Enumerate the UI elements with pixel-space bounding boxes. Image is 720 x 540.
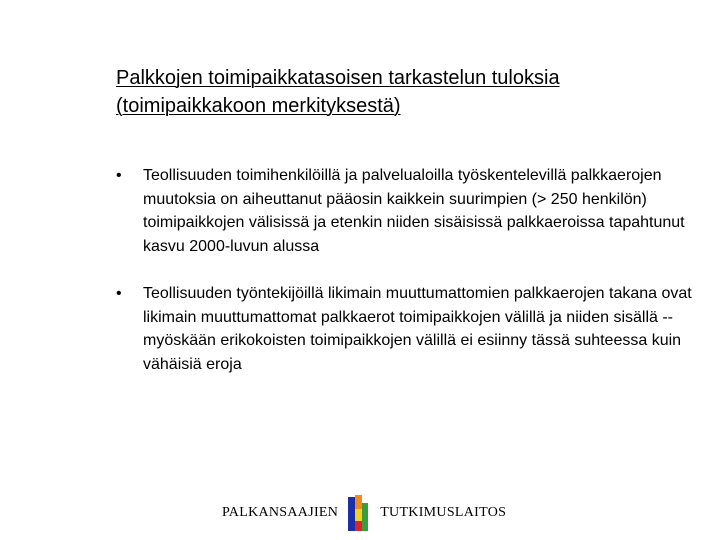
slide-title	[116, 64, 696, 120]
bullet-item	[116, 282, 696, 376]
bullet-item	[116, 164, 696, 258]
bullet-marker: •	[116, 167, 122, 184]
footer-right-text: TUTKIMUSLAITOS	[380, 505, 507, 520]
footer-brand	[222, 493, 506, 533]
bullet-marker: •	[116, 285, 122, 302]
brand-logo-icon	[348, 495, 370, 531]
logo-bar-green	[362, 503, 368, 531]
logo-bar-blue	[348, 497, 355, 531]
bullet-list	[116, 164, 696, 400]
logo-bar-yellow	[355, 509, 362, 521]
bullet-text: Teollisuuden työntekijöillä likimain muuttumattomien palkkaerojen takana ovat likimain muuttumattomat palkkaerot toimipaikkojen välillä ja niiden sisällä -- myöskään erikokoisten toimipaikkojen välillä ei esiinny tässä suhteessa kuin vähäisiä eroja	[143, 285, 692, 373]
logo-bar-red	[355, 521, 362, 531]
bullet-text: Teollisuuden toimihenkilöillä ja palvelualoilla työskentelevillä palkkaerojen muutoksia on aiheuttanut pääosin kaikkein suurimpien (> 250 henkilön) toimipaikkojen välisissä ja etenkin niiden sisäisissä palkkaeroissa tapahtunut kasvu 2000-luvun alussa	[143, 167, 685, 255]
slide-title-line-1: Palkkojen toimipaikkatasoisen tarkastelun tuloksia	[116, 67, 560, 89]
footer-left-text: PALKANSAAJIEN	[222, 505, 339, 520]
slide-title-line-2: (toimipaikkakoon merkityksestä)	[116, 95, 401, 117]
logo-bar-orange	[355, 495, 362, 509]
